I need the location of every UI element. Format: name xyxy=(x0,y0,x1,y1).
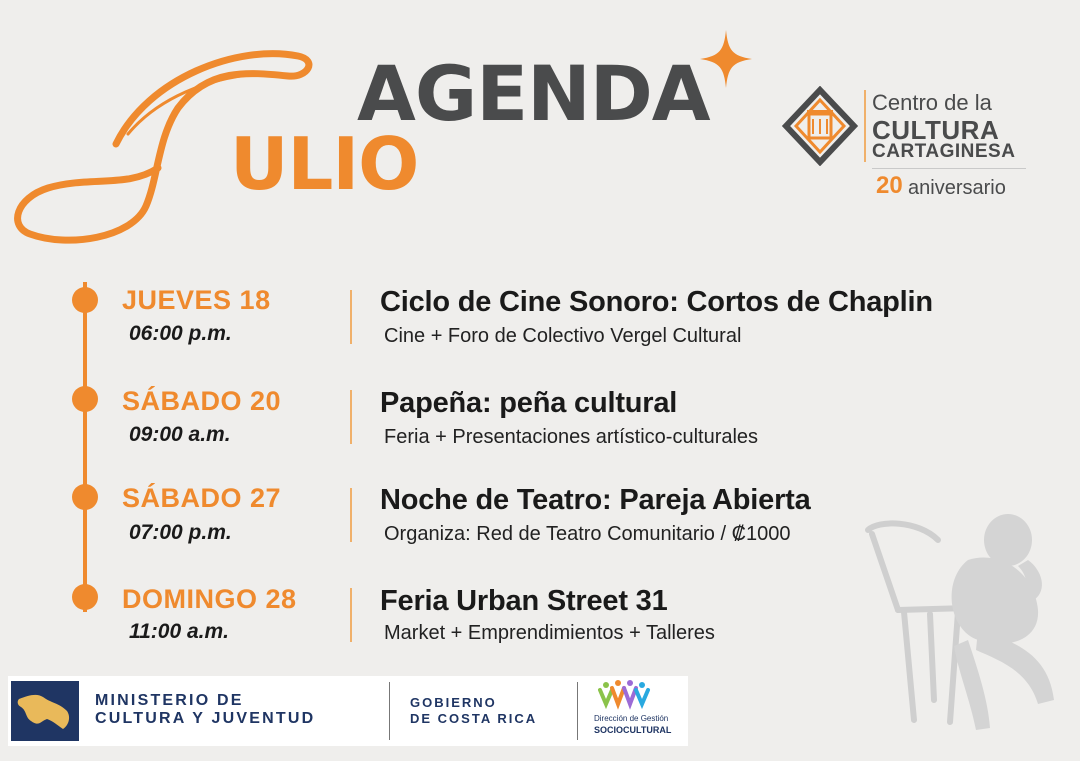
event-description: Market + Emprendimientos + Talleres xyxy=(384,622,715,644)
month-title: ULIO xyxy=(230,122,419,206)
dgs-line1: Dirección de Gestión xyxy=(594,714,669,723)
people-figures-icon xyxy=(596,680,656,712)
event-description: Organiza: Red de Teatro Comunitario / ₡1000 xyxy=(384,523,791,545)
building-emblem-icon xyxy=(780,86,860,166)
event-day: SÁBADO 20 xyxy=(122,386,282,416)
event-separator xyxy=(350,488,352,542)
footer-divider xyxy=(389,682,390,740)
event-description: Feria + Presentaciones artístico-culturales xyxy=(384,426,759,448)
logo-divider xyxy=(864,90,866,162)
logo-text-line2: CULTURA xyxy=(872,115,1000,145)
event-time: 09:00 a.m. xyxy=(129,423,231,446)
logo-text-line3: CARTAGINESA xyxy=(872,141,1016,162)
event-description: Cine + Foro de Colectivo Vergel Cultural xyxy=(384,325,742,347)
event-day: DOMINGO 28 xyxy=(122,584,297,614)
logo-text-line1: Centro de la xyxy=(872,90,992,115)
timeline-dot xyxy=(72,287,98,313)
dgs-line2: SOCIOCULTURAL xyxy=(594,725,672,735)
ministry-line2: CULTURA Y JUVENTUD xyxy=(95,710,316,727)
event-separator xyxy=(350,290,352,344)
event-separator xyxy=(350,390,352,444)
event-time: 06:00 p.m. xyxy=(129,322,232,345)
event-separator xyxy=(350,588,352,642)
timeline-dot xyxy=(72,584,98,610)
logo-underline xyxy=(872,168,1026,169)
event-item xyxy=(0,386,1080,466)
footer-divider xyxy=(577,682,578,740)
event-title: Ciclo de Cine Sonoro: Cortos de Chaplin xyxy=(380,286,933,318)
government-line2: DE COSTA RICA xyxy=(410,711,538,726)
timeline-dot xyxy=(72,386,98,412)
ministry-flag-box xyxy=(11,681,79,741)
agenda-title: AGENDA xyxy=(357,49,710,138)
anniversary-number: 20 xyxy=(876,172,903,199)
ministry-line1: MINISTERIO DE xyxy=(95,692,244,709)
anniversary-text: aniversario xyxy=(908,177,1006,199)
event-item xyxy=(0,284,1080,364)
costa-rica-map-icon xyxy=(11,681,79,741)
event-time: 07:00 p.m. xyxy=(129,521,232,544)
sparkle-star-icon xyxy=(700,30,752,88)
event-time: 11:00 a.m. xyxy=(129,620,230,643)
government-line1: GOBIERNO xyxy=(410,695,497,710)
event-day: SÁBADO 27 xyxy=(122,483,282,513)
event-day: JUEVES 18 xyxy=(122,285,271,315)
event-title: Noche de Teatro: Pareja Abierta xyxy=(380,484,811,516)
timeline-dot xyxy=(72,484,98,510)
event-title: Papeña: peña cultural xyxy=(380,387,678,419)
person-on-chair-illustration xyxy=(858,500,1068,740)
event-title: Feria Urban Street 31 xyxy=(380,585,668,617)
